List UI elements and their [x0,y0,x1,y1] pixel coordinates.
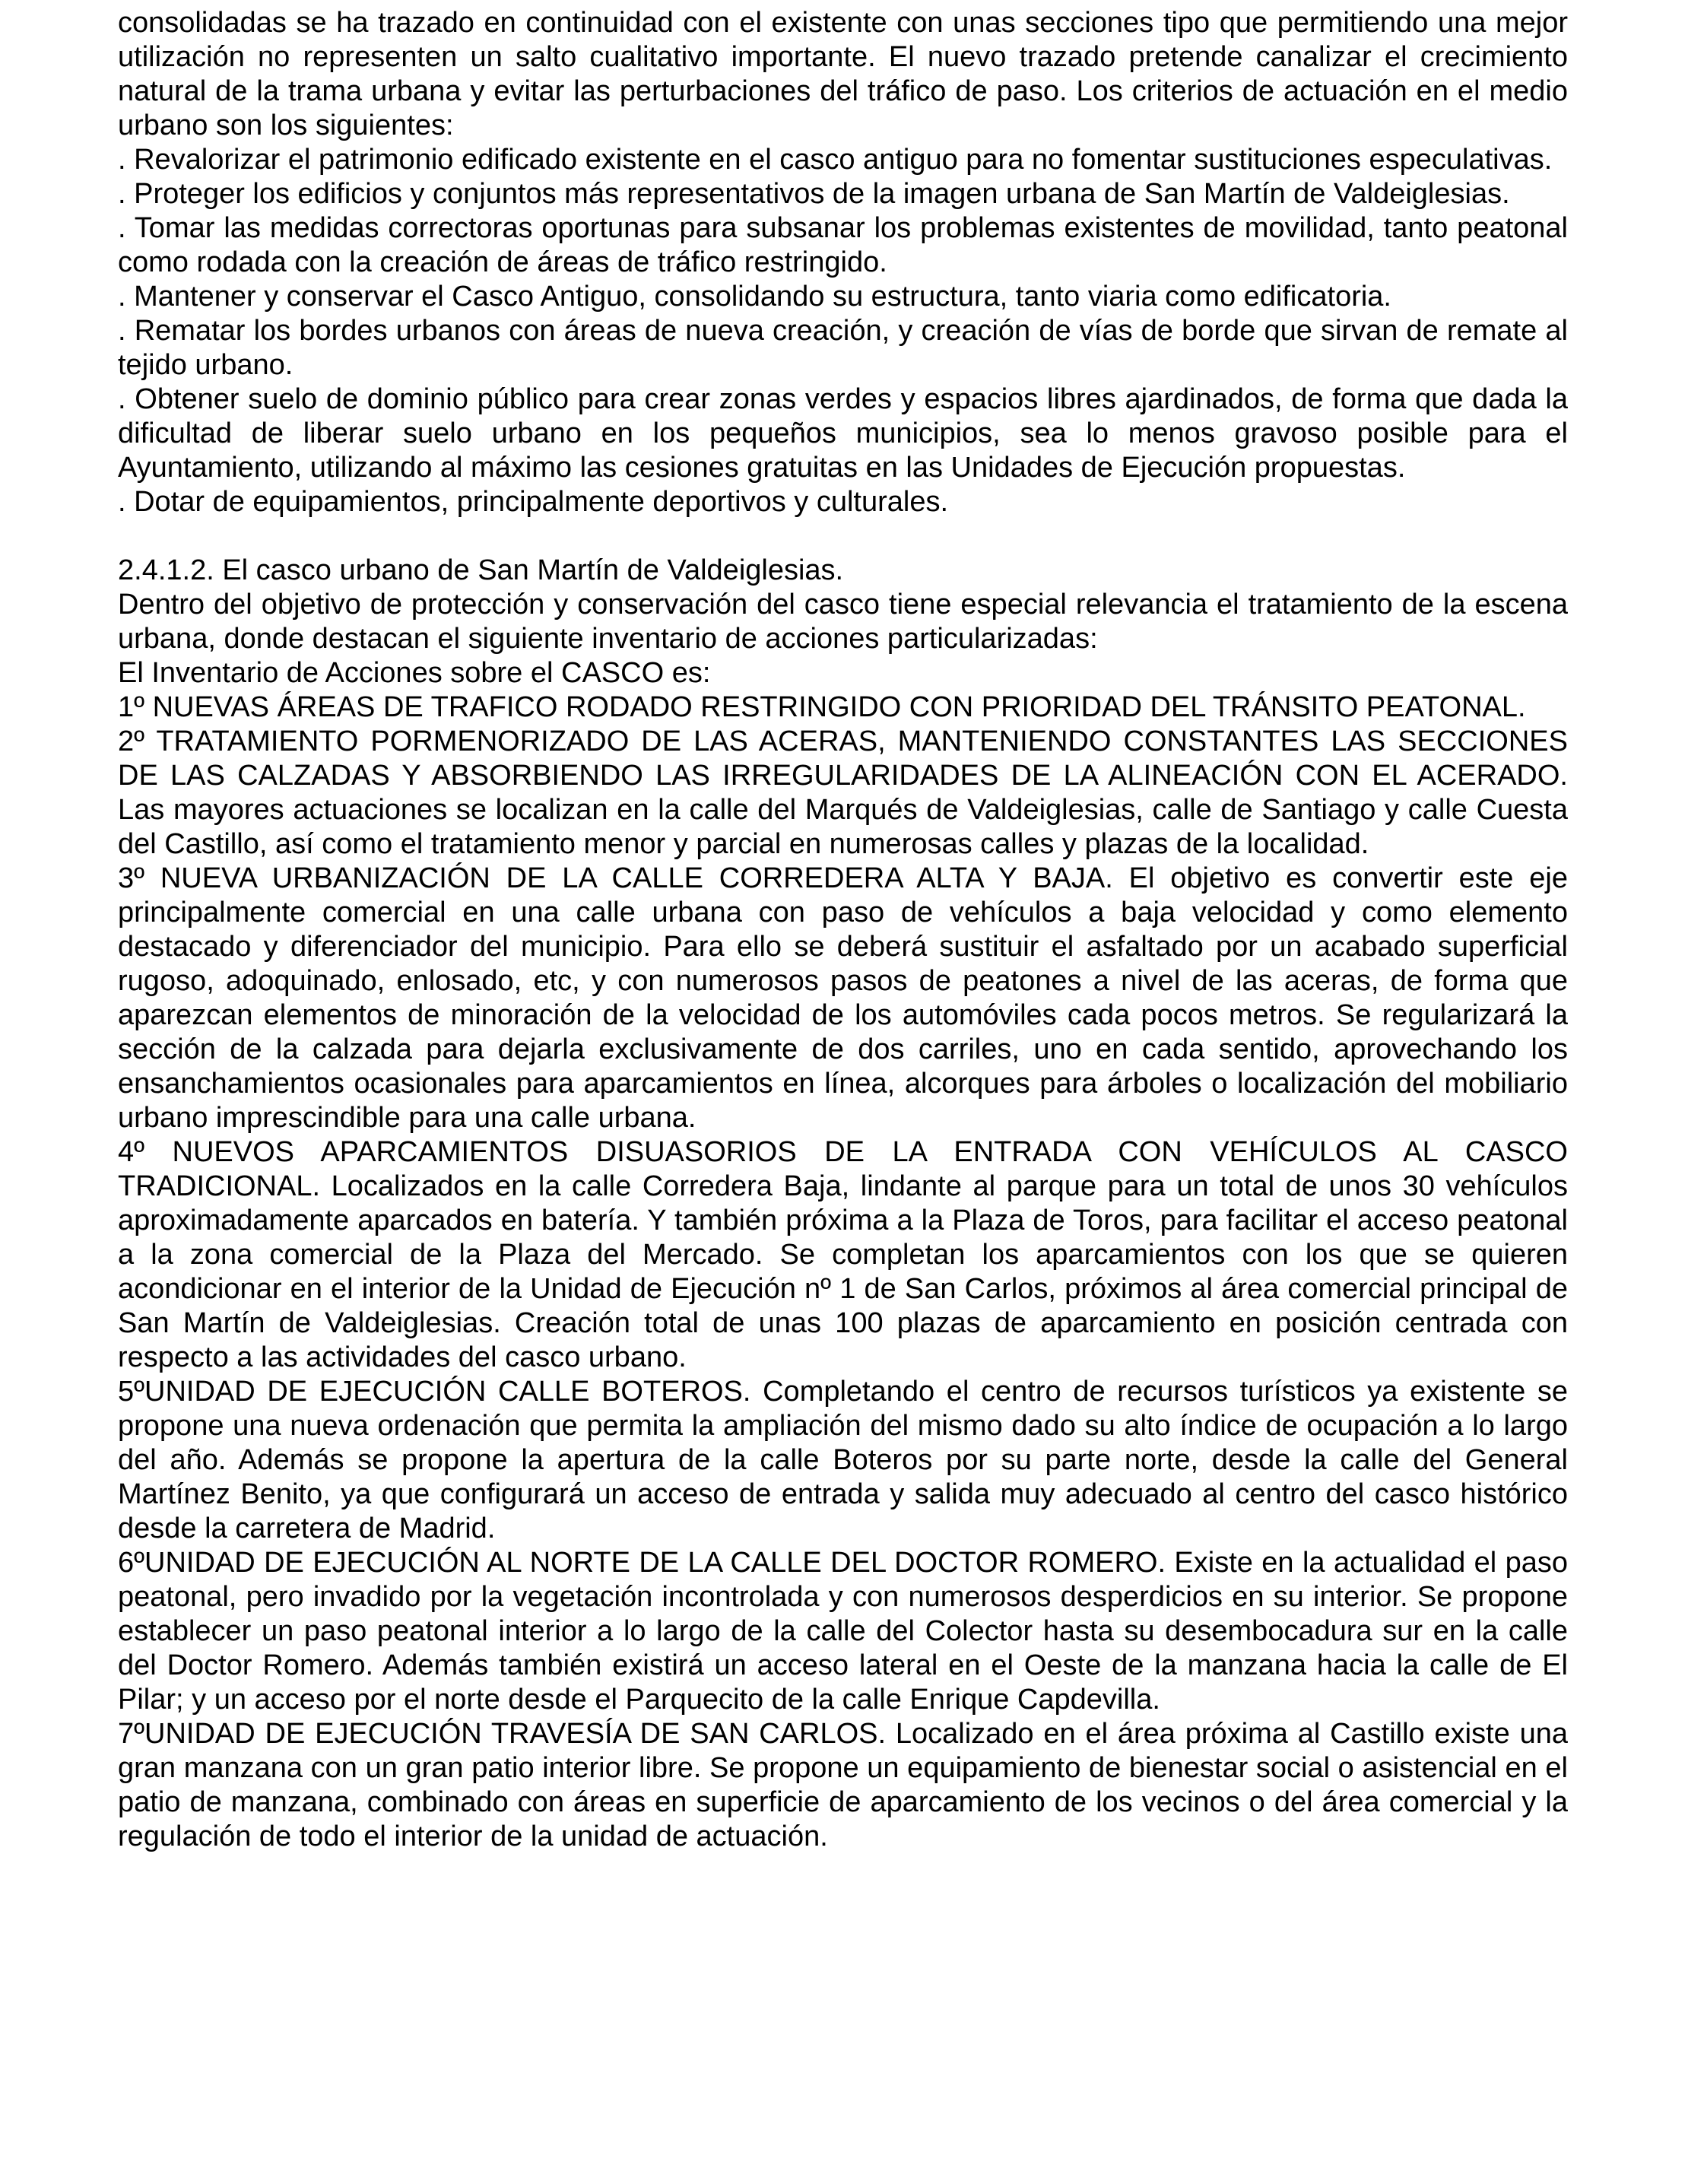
section-lead-paragraph: Dentro del objetivo de protección y conservación del casco tiene especial relevancia el tratamiento de la escena urbana, donde destacan el siguiente inventario de acciones particularizadas: [118,589,1568,655]
criteria-item: . Revalorizar el patrimonio edificado existente en el casco antiguo para no fomentar sustituciones especulativas. [118,144,1553,176]
criteria-item: . Dotar de equipamientos, principalmente deportivos y culturales. [118,486,949,518]
criteria-item: . Mantener y conservar el Casco Antiguo, consolidando su estructura, tanto viaria como edificatoria. [118,281,1391,313]
inventory-action-item: 7ºUNIDAD DE EJECUCIÓN TRAVESÍA DE SAN CARLOS. Localizado en el área próxima al Castillo existe una gran manzana con un gran patio interior libre. Se propone un equipamiento de bienestar social o asistencial en el patio de manzana, combinado con áreas en superficie de aparcamiento de los vecinos o del área comercial y la regulación de todo el interior de la unidad de actuación. [118,1718,1568,1852]
inventory-intro: El Inventario de Acciones sobre el CASCO es: [118,657,711,689]
criteria-item: . Rematar los bordes urbanos con áreas de nueva creación, y creación de vías de borde que sirvan de remate al tejido urbano. [118,315,1568,381]
criteria-item: . Tomar las medidas correctoras oportunas para subsanar los problemas existentes de movilidad, tanto peatonal como rodada con la creación de áreas de tráfico restringido. [118,212,1568,278]
inventory-action-item: 4º NUEVOS APARCAMIENTOS DISUASORIOS DE LA ENTRADA CON VEHÍCULOS AL CASCO TRADICIONAL. Localizados en la calle Corredera Baja, lindante al parque para un total de unos 30 vehículos aproximadamente aparcados en batería. Y también próxima a la Plaza de Toros, para facilitar el acceso peatonal a la zona comercial de la Plaza del Mercado. Se completan los aparcamientos con los que se quieren acondicionar en el interior de la Unidad de Ejecución nº 1 de San Carlos, próximos al área comercial principal de San Martín de Valdeiglesias. Creación total de unas 100 plazas de aparcamiento en posición centrada con respecto a las actividades del casco urbano. [118,1136,1568,1373]
intro-paragraph: consolidadas se ha trazado en continuidad con el existente con unas secciones tipo que permitiendo una mejor utilización no representen un salto cualitativo importante. El nuevo trazado pretende canalizar el crecimiento natural de la trama urbana y evitar las perturbaciones del tráfico de paso. Los criterios de actuación en el medio urbano son los siguientes: [118,7,1568,141]
section-heading: 2.4.1.2. El casco urbano de San Martín de Valdeiglesias. [118,554,844,586]
inventory-action-item: 1º NUEVAS ÁREAS DE TRAFICO RODADO RESTRINGIDO CON PRIORIDAD DEL TRÁNSITO PEATONAL. [118,691,1526,723]
inventory-action-item: 2º TRATAMIENTO PORMENORIZADO DE LAS ACERAS, MANTENIENDO CONSTANTES LAS SECCIONES DE LAS CALZADAS Y ABSORBIENDO LAS IRREGULARIDADES DE LA ALINEACIÓN CON EL ACERADO. Las mayores actuaciones se localizan en la calle del Marqués de Valdeiglesias, calle de Santiago y calle Cuesta del Castillo, así como el tratamiento menor y parcial en numerosas calles y plazas de la localidad. [118,725,1568,860]
inventory-action-item: 6ºUNIDAD DE EJECUCIÓN AL NORTE DE LA CALLE DEL DOCTOR ROMERO. Existe en la actualidad el paso peatonal, pero invadido por la vegetación incontrolada y con numerosos desperdicios en su interior. Se propone establecer un paso peatonal interior a lo largo de la calle del Colector hasta su desembocadura sur en la calle del Doctor Romero. Además también existirá un acceso lateral en el Oeste de la manzana hacia la calle de El Pilar; y un acceso por el norte desde el Parquecito de la calle Enrique Capdevilla. [118,1547,1568,1716]
inventory-action-item: 3º NUEVA URBANIZACIÓN DE LA CALLE CORREDERA ALTA Y BAJA. El objetivo es convertir este eje principalmente comercial en una calle urbana con paso de vehículos a baja velocidad y como elemento destacado y diferenciador del municipio. Para ello se deberá sustituir el asfaltado por un acabado superficial rugoso, adoquinado, enlosado, etc, y con numerosos pasos de peatones a nivel de las aceras, de forma que aparezcan elementos de minoración de la velocidad de los automóviles cada pocos metros. Se regularizará la sección de la calzada para dejarla exclusivamente de dos carriles, uno en cada sentido, aprovechando los ensanchamientos ocasionales para aparcamientos en línea, alcorques para árboles o localización del mobiliario urbano imprescindible para una calle urbana. [118,862,1568,1134]
criteria-item: . Proteger los edificios y conjuntos más representativos de la imagen urbana de San Martín de Valdeiglesias. [118,178,1510,210]
inventory-action-item: 5ºUNIDAD DE EJECUCIÓN CALLE BOTEROS. Completando el centro de recursos turísticos ya existente se propone una nueva ordenación que permita la ampliación del mismo dado su alto índice de ocupación a lo largo del año. Además se propone la apertura de la calle Boteros por su parte norte, desde la calle del General Martínez Benito, ya que configurará un acceso de entrada y salida muy adecuado al centro del casco histórico desde la carretera de Madrid. [118,1376,1568,1544]
criteria-item: . Obtener suelo de dominio público para crear zonas verdes y espacios libres ajardinados, de forma que dada la dificultad de liberar suelo urbano en los pequeños municipios, sea lo menos gravoso posible para el Ayuntamiento, utilizando al máximo las cesiones gratuitas en las Unidades de Ejecución propuestas. [118,383,1568,484]
